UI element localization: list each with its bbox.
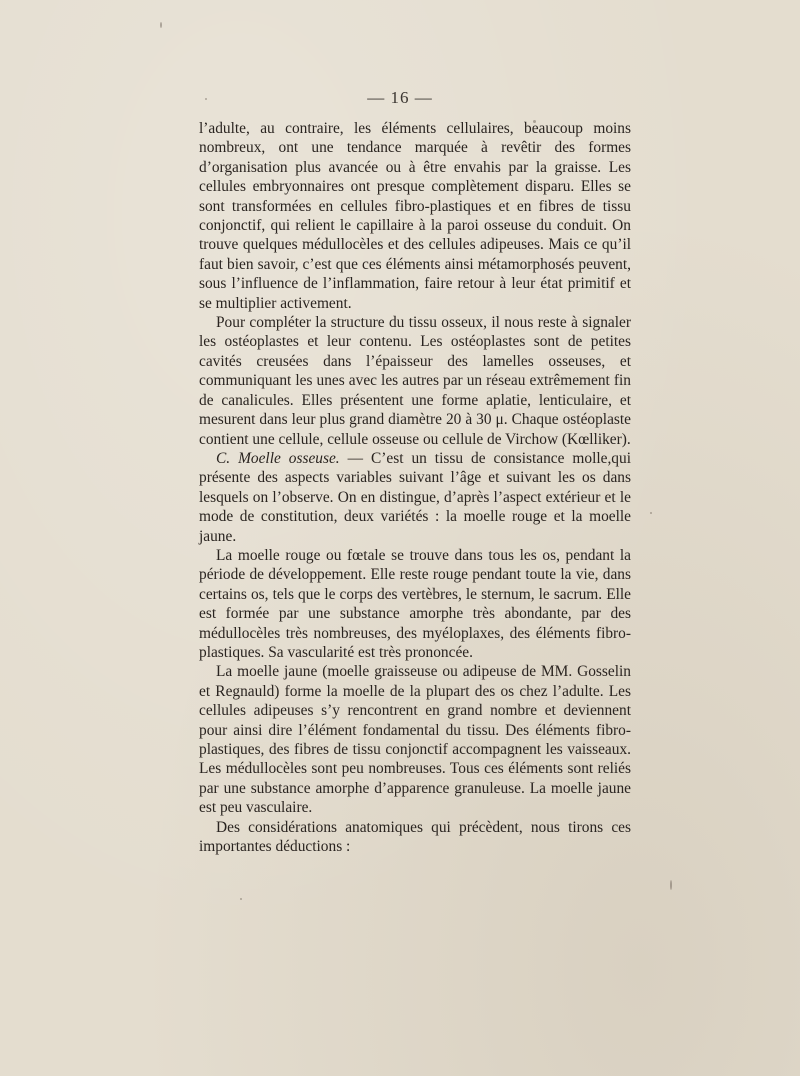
paragraph-moelle-osseuse — [199, 449, 631, 546]
paragraph-osteoplastes: Pour compléter la structure du tissu osseux, il nous reste à signaler les ostéoplastes et leur contenu. Les ostéoplastes sont de petites cavités creusées dans l’épaisseur des lamelles osseuses, et communiquant les unes avec les autres par un réseau extrêmement fin de canalicules. Elles présentent une forme aplatie, lenticulaire, et mesurent dans leur plus grand diamètre 20 à 30 μ. Chaque ostéoplaste contient une cellule, cellule osseuse ou cellule de Virchow (Kœlliker). — [199, 314, 631, 448]
paper-speck — [650, 512, 652, 514]
section-text-moelle-osseuse: — C’est un tissu de consistance molle,qui présente des aspects variables suivant l’âge et suivant les os dans lesquels on l’observe. On en distingue, d’après l’aspect extérieur et le mode de constitution, deux variétés : la moelle rouge et la moelle jaune. — [199, 449, 631, 545]
paragraph-moelle-jaune: La moelle jaune (moelle graisseuse ou adipeuse de MM. Gosselin et Regnauld) forme la moelle de la plupart des os chez l’adulte. Les cellules adipeuses s’y rencontrent en grand nombre et deviennent pour ainsi dire l’élément fondamental du tissu. Des éléments fibro-plastiques, des fibres de tissu conjonctif accompagnent les vaisseaux. Les médullocèles sont peu nombreuses. Tous ces éléments sont reliés par une substance amorphe d’apparence granuleuse. La moelle jaune est peu vasculaire. — [199, 663, 631, 817]
paper-speck — [205, 98, 207, 100]
paper-speck — [533, 120, 536, 123]
paragraph-moelle-rouge: La moelle rouge ou fœtale se trouve dans tous les os, pendant la période de développement. Elle reste rouge pendant toute la vie, dans certains os, tels que le corps des vertèbres, le sternum, le sacrum. Elle est formée par une substance amorphe très abondante, par des médullocèles très nombreuses, des myéloplaxes, des éléments fibro-plastiques. Sa vascularité est très prononcée. — [199, 546, 631, 661]
paragraph-deductions: Des considérations anatomiques qui précèdent, nous tirons ces importantes déductions : — [199, 818, 631, 856]
page-number: — 16 — — [367, 88, 433, 107]
paper-speck — [240, 898, 242, 900]
body-text — [199, 119, 631, 856]
paper-speck — [160, 22, 162, 28]
section-heading-moelle-osseuse: C. Moelle osseuse. — [216, 449, 340, 467]
paper-speck — [670, 880, 672, 890]
paragraph-continuation: l’adulte, au contraire, les éléments cellulaires, beaucoup moins nombreux, ont une tendance marquée à revêtir des formes d’organisation plus avancée ou à être envahis par la graisse. Les cellules embryonnaires ont presque complètement disparu. Elles se sont transformées en cellules fibro-plastiques et en fibres de tissu conjonctif, qui relient le capillaire à la paroi osseuse du conduit. On trouve quelques médullocèles et des cellules adipeuses. Mais ce qu’il faut bien savoir, c’est que ces éléments ainsi métamorphosés peuvent, sous l’influence de l’inflammation, faire retour à leur état primitif et se multiplier activement. — [199, 120, 631, 312]
